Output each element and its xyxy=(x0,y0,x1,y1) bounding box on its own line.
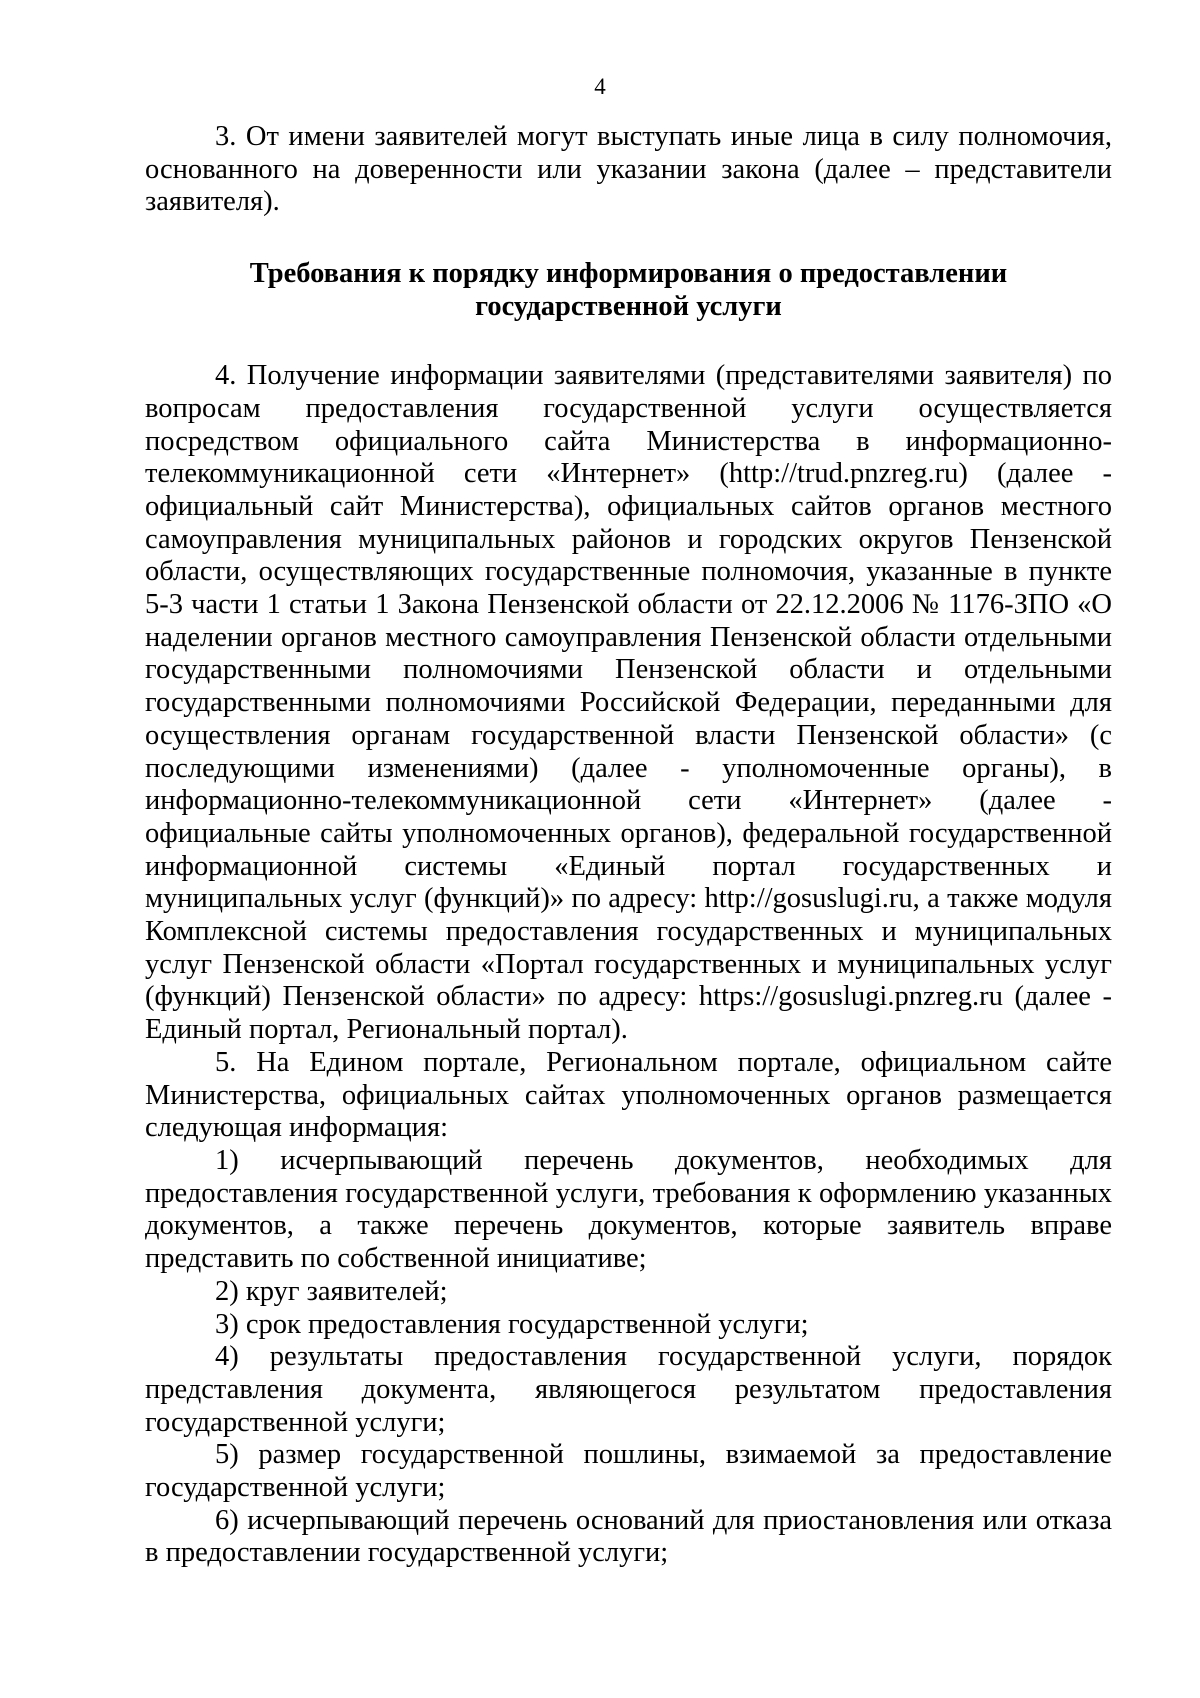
spacer xyxy=(145,219,1112,257)
list-item-4: 4) результаты предоставления государственной услуги, порядок представления документа, являющегося результатом предоставления государственной услуги; xyxy=(145,1341,1112,1438)
list-item-1: 1) исчерпывающий перечень документов, необходимых для предоставления государственной услуги, требования к оформлению указанных документов, а также перечень документов, которые заявитель вправе представить по собственной инициативе; xyxy=(145,1144,1112,1275)
section-heading-line-1: Требования к порядку информирования о предоставлении xyxy=(249,258,1008,290)
list-item-3: 3) срок предоставления государственной услуги; xyxy=(215,1308,809,1340)
section-heading-line-2: государственной услуги xyxy=(475,291,782,323)
paragraph-3: 3. От имени заявителей могут выступать иные лица в силу полномочия, основанного на доверенности или указании закона (далее – представители заявителя). xyxy=(145,121,1112,218)
spacer xyxy=(145,323,1112,360)
document-body xyxy=(145,121,1112,1570)
list-item-6: 6) исчерпывающий перечень оснований для приостановления или отказа в предоставлении государственной услуги; xyxy=(145,1504,1112,1569)
page-number: 4 xyxy=(594,74,606,99)
list-item-2: 2) круг заявителей; xyxy=(215,1275,448,1307)
paragraph-4: 4. Получение информации заявителями (представителями заявителя) по вопросам предоставления государственной услуги осуществляется посредством официального сайта Министерства в информационно-телекоммуникационной сети «Интернет» (http://trud.pnzreg.ru) (далее - официальный сайт Министерства), официальных сайтов органов местного самоуправления муниципальных районов и городских округов Пензенской области, осуществляющих государственные полномочия, указанные в пункте 5-3 части 1 статьи 1 Закона Пензенской области от 22.12.2006 № 1176-ЗПО «О наделении органов местного самоуправления Пензенской области отдельными государственными полномочиями Пензенской области и отдельными государственными полномочиями Российской Федерации, переданными для осуществления органам государственной власти Пензенской области» (с последующими изменениями) (далее - уполномоченные органы), в информационно-телекоммуникационной сети «Интернет» (далее - официальные сайты уполномоченных органов), федеральной государственной информационной системы «Единый портал государственных и муниципальных услуг (функций)» по адресу: http://gosuslugi.ru, а также модуля Комплексной системы предоставления государственных и муниципальных услуг Пензенской области «Портал государственных и муниципальных услуг (функций) Пензенской области» по адресу: https://gosuslugi.pnzreg.ru (далее - Единый портал, Региональный портал). xyxy=(145,360,1112,1046)
paragraph-5: 5. На Едином портале, Региональном портале, официальном сайте Министерства, официальных сайтах уполномоченных органов размещается следующая информация: xyxy=(145,1046,1112,1144)
section-heading xyxy=(145,257,1112,323)
list-item-5: 5) размер государственной пошлины, взимаемой за предоставление государственной услуги; xyxy=(145,1439,1112,1504)
